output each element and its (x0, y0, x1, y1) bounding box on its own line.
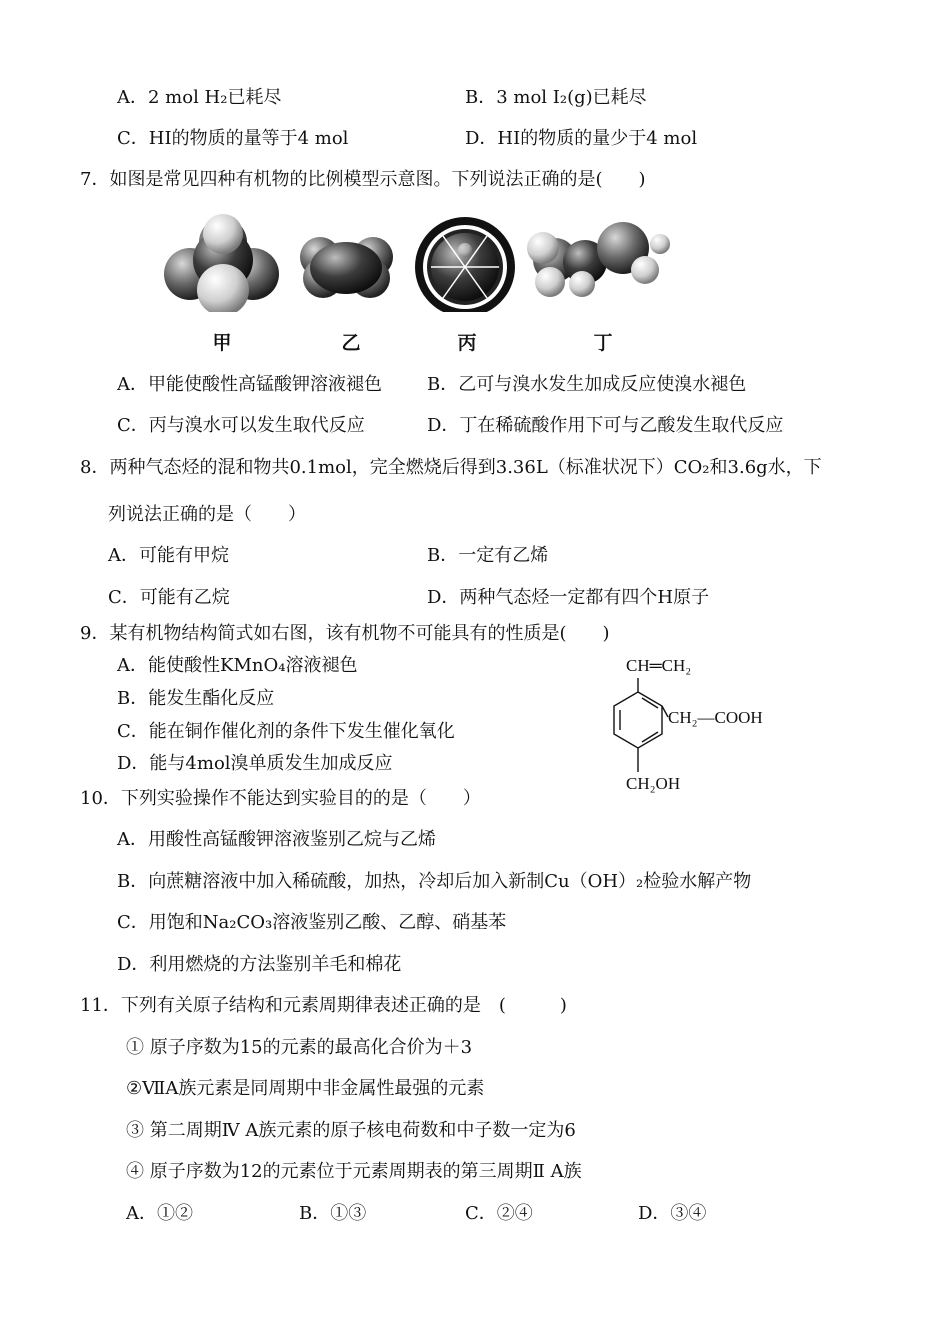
side-chain: CH₂—COOH (668, 708, 763, 727)
q9-option-d[interactable]: D．能与4mol溴单质发生加成反应 (117, 753, 393, 774)
q11-statement-4: ④ 原子序数为12的元素位于元素周期表的第三周期Ⅱ A族 (126, 1161, 582, 1182)
q11-stem: 11．下列有关原子结构和元素周期律表述正确的是 ( ) (80, 995, 567, 1016)
q11-option-b[interactable]: B．①③ (299, 1203, 367, 1224)
q11-option-d[interactable]: D．③④ (638, 1203, 707, 1224)
q8-option-d[interactable]: D．两种气态烃一定都有四个H原子 (427, 587, 710, 608)
q7-option-b[interactable]: B．乙可与溴水发生加成反应使溴水褪色 (427, 374, 747, 395)
q7-label-jia: 甲 (212, 332, 232, 354)
q9-structure-formula (598, 656, 798, 796)
q7-label-yi: 乙 (341, 332, 361, 354)
vinyl-group: CH═CH₂ (626, 656, 692, 675)
q6-option-d[interactable]: D．HI的物质的量少于4 mol (465, 128, 698, 149)
q6-option-a[interactable]: A．2 mol H₂已耗尽 (117, 87, 282, 108)
q9-option-c[interactable]: C．能在铜作催化剂的条件下发生催化氧化 (117, 721, 455, 742)
q11-option-c[interactable]: C．②④ (465, 1203, 533, 1224)
q7-option-a[interactable]: A．甲能使酸性高锰酸钾溶液褪色 (117, 374, 382, 395)
q8-option-c[interactable]: C．可能有乙烷 (108, 587, 230, 608)
methane-model (164, 214, 279, 312)
q11-statement-3: ③ 第二周期Ⅳ A族元素的原子核电荷数和中子数一定为6 (126, 1120, 576, 1141)
q7-option-d[interactable]: D．丁在稀硫酸作用下可与乙酸发生取代反应 (427, 415, 784, 436)
hydroxymethyl-group: CH₂OH (626, 774, 681, 793)
q11-statement-2: ②ⅦA族元素是同周期中非金属性最强的元素 (126, 1078, 485, 1099)
q10-option-a[interactable]: A．用酸性高锰酸钾溶液鉴别乙烷与乙烯 (117, 829, 436, 850)
q7-option-c[interactable]: C．丙与溴水可以发生取代反应 (117, 415, 365, 436)
q11-statement-1: ① 原子序数为15的元素的最高化合价为＋3 (126, 1037, 473, 1058)
q10-stem: 10．下列实验操作不能达到实验目的的是（ ） (80, 788, 481, 809)
q8-stem-line1: 8．两种气态烃的混和物共0.1mol，完全燃烧后得到3.36L（标准状况下）CO₂和3.6g水，下 (80, 457, 822, 478)
q11-option-a[interactable]: A．①② (126, 1203, 193, 1224)
q8-option-b[interactable]: B．一定有乙烯 (427, 545, 549, 566)
q7-stem: 7．如图是常见四种有机物的比例模型示意图。下列说法正确的是( ) (80, 169, 646, 190)
q9-option-a[interactable]: A．能使酸性KMnO₄溶液褪色 (117, 655, 358, 676)
q7-label-bing: 丙 (457, 332, 477, 354)
q10-option-b[interactable]: B．向蔗糖溶液中加入稀硫酸，加热，冷却后加入新制Cu（OH）₂检验水解产物 (117, 871, 752, 892)
q8-option-a[interactable]: A．可能有甲烷 (108, 545, 229, 566)
ethanol-model (527, 222, 670, 297)
q9-stem: 9．某有机物结构简式如右图，该有机物不可能具有的性质是( ) (80, 623, 610, 644)
q6-option-b[interactable]: B．3 mol I₂(g)已耗尽 (465, 87, 647, 108)
q7-label-ding: 丁 (593, 332, 613, 354)
q6-option-c[interactable]: C．HI的物质的量等于4 mol (117, 128, 349, 149)
ethylene-model (300, 237, 393, 298)
benzene-model (415, 217, 515, 312)
q9-option-b[interactable]: B．能发生酯化反应 (117, 688, 275, 709)
q8-stem-line2: 列说法正确的是（ ） (108, 504, 306, 525)
q10-option-d[interactable]: D．利用燃烧的方法鉴别羊毛和棉花 (117, 954, 402, 975)
q7-molecule-models (155, 212, 675, 312)
q10-option-c[interactable]: C．用饱和Na₂CO₃溶液鉴别乙酸、乙醇、硝基苯 (117, 912, 507, 933)
benzene-ring (598, 656, 798, 796)
